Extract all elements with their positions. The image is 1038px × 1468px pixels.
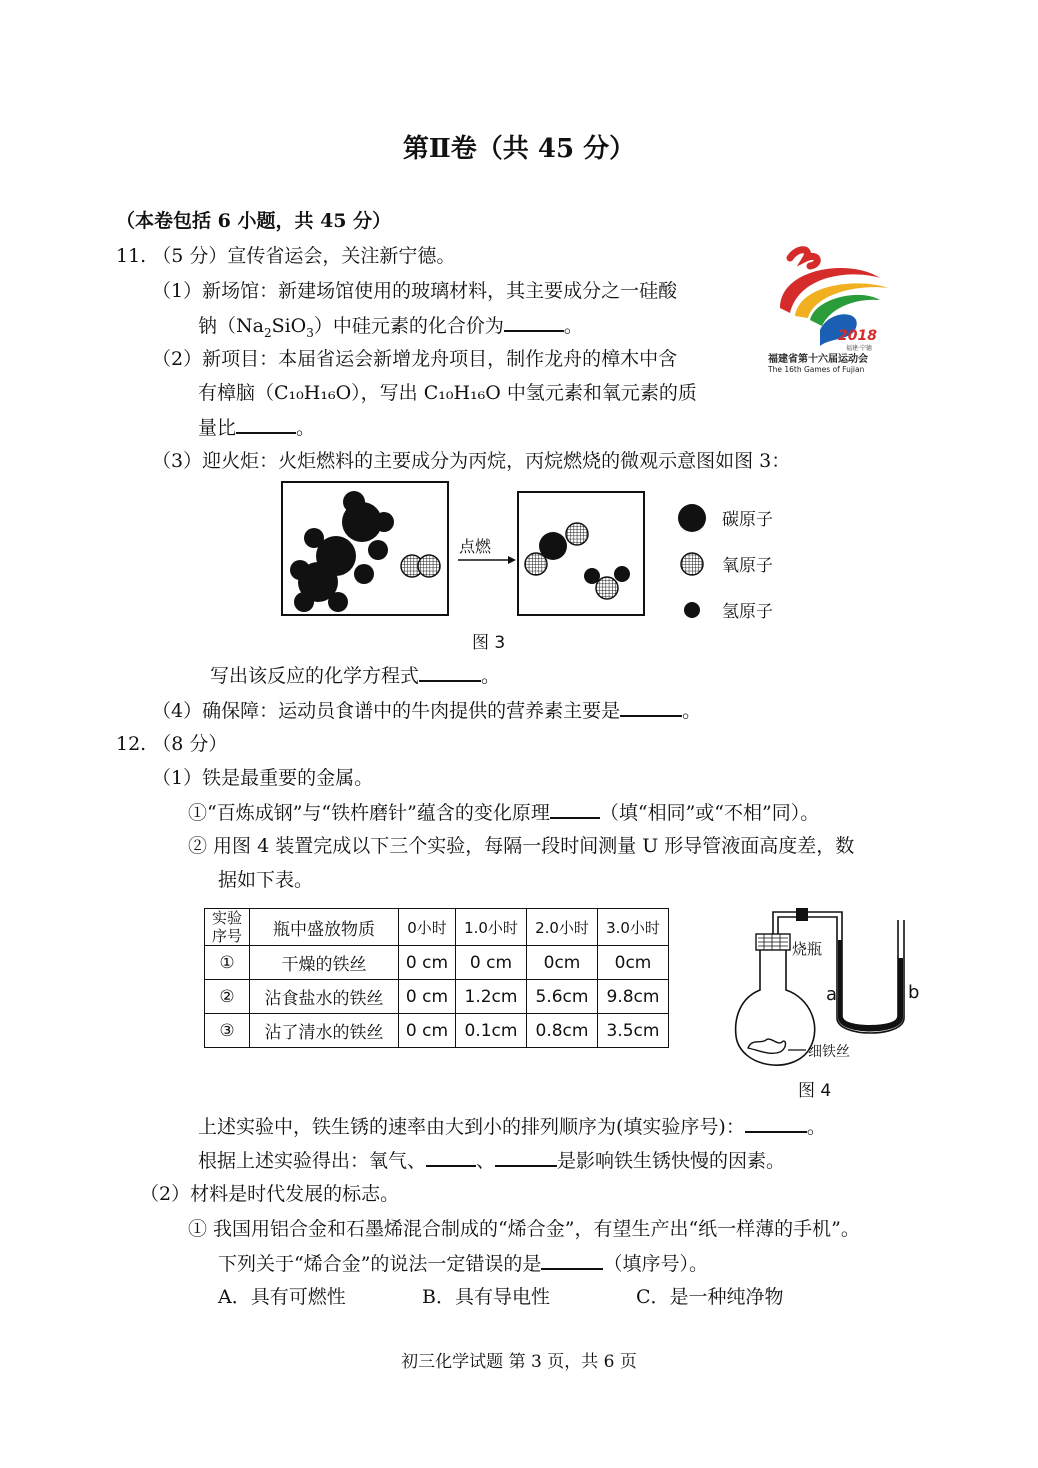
table-cell: 9.8cm bbox=[598, 980, 669, 1014]
table-cell: 沾食盐水的铁丝 bbox=[250, 980, 399, 1014]
table-cell: 沾了清水的铁丝 bbox=[250, 1014, 399, 1048]
table-row bbox=[205, 946, 669, 980]
games-logo bbox=[760, 238, 900, 378]
answer-blank[interactable] bbox=[550, 799, 600, 819]
oxygen-molecule bbox=[401, 555, 440, 577]
answer-blank[interactable] bbox=[495, 1147, 557, 1167]
table-header: 1.0小时 bbox=[456, 909, 527, 946]
logo-name-cn: 福建省第十六届运动会 bbox=[768, 354, 868, 365]
q11-part1-line2: 钠$(Na_2SiO_3)$中硅元素的化合价为 。 bbox=[198, 312, 583, 346]
q12-item2-line1: ② 用图 4 装置完成以下三个实验，每隔一段时间测量 U 形导管液面高度差，数 bbox=[188, 835, 855, 857]
logo-name-en: The 16th Games of Fujian bbox=[768, 365, 865, 374]
option-b[interactable]: B．具有导电性 bbox=[422, 1286, 550, 1308]
q11-part1-line1: （1）新场馆：新建场馆使用的玻璃材料，其主要成分之一硅酸 bbox=[152, 280, 678, 302]
table-header: 0小时 bbox=[399, 909, 456, 946]
table-cell: ① bbox=[205, 946, 250, 980]
table-row bbox=[205, 1014, 669, 1048]
q11-part2-line3: 量比 。 bbox=[198, 414, 315, 441]
q11-part3-answer: 写出该反应的化学方程式 。 bbox=[210, 662, 500, 689]
experiment-table bbox=[204, 908, 669, 1048]
q11-stem: 11. （5 分）宣传省运会，关注新宁德。 bbox=[116, 245, 456, 267]
table-header: 2.0小时 bbox=[527, 909, 598, 946]
legend-hydrogen-marker bbox=[684, 602, 700, 618]
page-footer: 初三化学试题 第 3 页，共 6 页 bbox=[401, 1352, 637, 1372]
table-cell: 5.6cm bbox=[527, 980, 598, 1014]
answer-blank[interactable] bbox=[236, 414, 296, 434]
legend-oxygen: 氧原子 bbox=[722, 556, 773, 576]
answer-blank[interactable] bbox=[620, 697, 682, 717]
legend-oxygen-marker bbox=[681, 553, 703, 575]
q12-after-line2: 根据上述实验得出：氧气、 、 是影响铁生锈快慢的因素。 bbox=[198, 1147, 785, 1174]
table-cell: ② bbox=[205, 980, 250, 1014]
table-row bbox=[205, 980, 669, 1014]
label-b: b bbox=[908, 982, 920, 1003]
table-cell: 0 cm bbox=[399, 1014, 456, 1048]
q12-item2-line2: 据如下表。 bbox=[218, 869, 314, 891]
table-header: 3.0小时 bbox=[598, 909, 669, 946]
figure3-caption: 图 3 bbox=[472, 633, 506, 653]
table-cell: 0 cm bbox=[456, 946, 527, 980]
q11-part3: （3）迎火炬：火炬燃料的主要成分为丙烷，丙烷燃烧的微观示意图如图 3： bbox=[152, 450, 791, 472]
option-a[interactable]: A．具有可燃性 bbox=[218, 1286, 346, 1308]
answer-blank[interactable] bbox=[419, 662, 481, 682]
q12-j1-line1: ① 我国用铝合金和石墨烯混合制成的“烯合金”，有望生产出“纸一样薄的手机”。 bbox=[188, 1218, 860, 1240]
table-cell: 0 cm bbox=[399, 980, 456, 1014]
q11-part2-line1: （2）新项目：本届省运会新增龙舟项目，制作龙舟的樟木中含 bbox=[152, 348, 678, 370]
legend-hydrogen: 氢原子 bbox=[722, 602, 773, 622]
table-cell: 3.5cm bbox=[598, 1014, 669, 1048]
arrow-label: 点燃 bbox=[459, 537, 492, 556]
flask-label: 烧瓶 bbox=[792, 940, 823, 958]
label-a: a bbox=[826, 984, 838, 1005]
table-header-row bbox=[205, 909, 669, 946]
q11-part4: （4）确保障：运动员食谱中的牛肉提供的营养素主要是 。 bbox=[152, 697, 701, 724]
table-cell: 1.2cm bbox=[456, 980, 527, 1014]
table-cell: 0.1cm bbox=[456, 1014, 527, 1048]
legend-carbon-marker bbox=[678, 504, 706, 532]
answer-blank[interactable] bbox=[426, 1147, 476, 1167]
figure-3 bbox=[276, 478, 816, 658]
table-cell: 干燥的铁丝 bbox=[250, 946, 399, 980]
logo-year: 2018 bbox=[838, 328, 877, 344]
figure-4 bbox=[730, 898, 930, 1108]
q12-j1-line2: 下列关于“烯合金”的说法一定错误的是 （填序号）。 bbox=[218, 1250, 708, 1277]
table-header: 瓶中盛放物质 bbox=[250, 909, 399, 946]
answer-blank[interactable] bbox=[745, 1113, 807, 1133]
wire-label: 细铁丝 bbox=[808, 1044, 850, 1060]
q12-part2: （2）材料是时代发展的标志。 bbox=[140, 1183, 400, 1205]
legend-carbon: 碳原子 bbox=[722, 510, 773, 530]
q11-part2-line2: 有樟脑（C₁₀H₁₆O），写出 C₁₀H₁₆O 中氢元素和氧元素的质 bbox=[198, 382, 697, 404]
table-cell: 0cm bbox=[598, 946, 669, 980]
q12-after-line1: 上述实验中，铁生锈的速率由大到小的排列顺序为(填实验序号)： 。 bbox=[198, 1113, 826, 1140]
q12-item1: ①“百炼成钢”与“铁杵磨针”蕴含的变化原理 （填“相同”或“不相”同）。 bbox=[188, 799, 819, 826]
q12-part1: （1）铁是最重要的金属。 bbox=[152, 767, 374, 789]
answer-blank[interactable] bbox=[541, 1250, 603, 1270]
figure4-caption: 图 4 bbox=[798, 1081, 832, 1101]
table-cell: 0cm bbox=[527, 946, 598, 980]
table-header: 实验序号 bbox=[205, 909, 250, 946]
table-cell: ③ bbox=[205, 1014, 250, 1048]
section-instruction: （本卷包括 6 小题，共 45 分） bbox=[116, 210, 392, 232]
answer-blank[interactable] bbox=[504, 312, 564, 332]
table-cell: 0 cm bbox=[399, 946, 456, 980]
page-title: 第Ⅱ卷（共 45 分） bbox=[402, 134, 636, 164]
option-c[interactable]: C．是一种纯净物 bbox=[636, 1286, 784, 1308]
logo-city: 福建·宁德 bbox=[846, 345, 872, 352]
q12-stem: 12. （8 分） bbox=[116, 733, 228, 755]
table-cell: 0.8cm bbox=[527, 1014, 598, 1048]
